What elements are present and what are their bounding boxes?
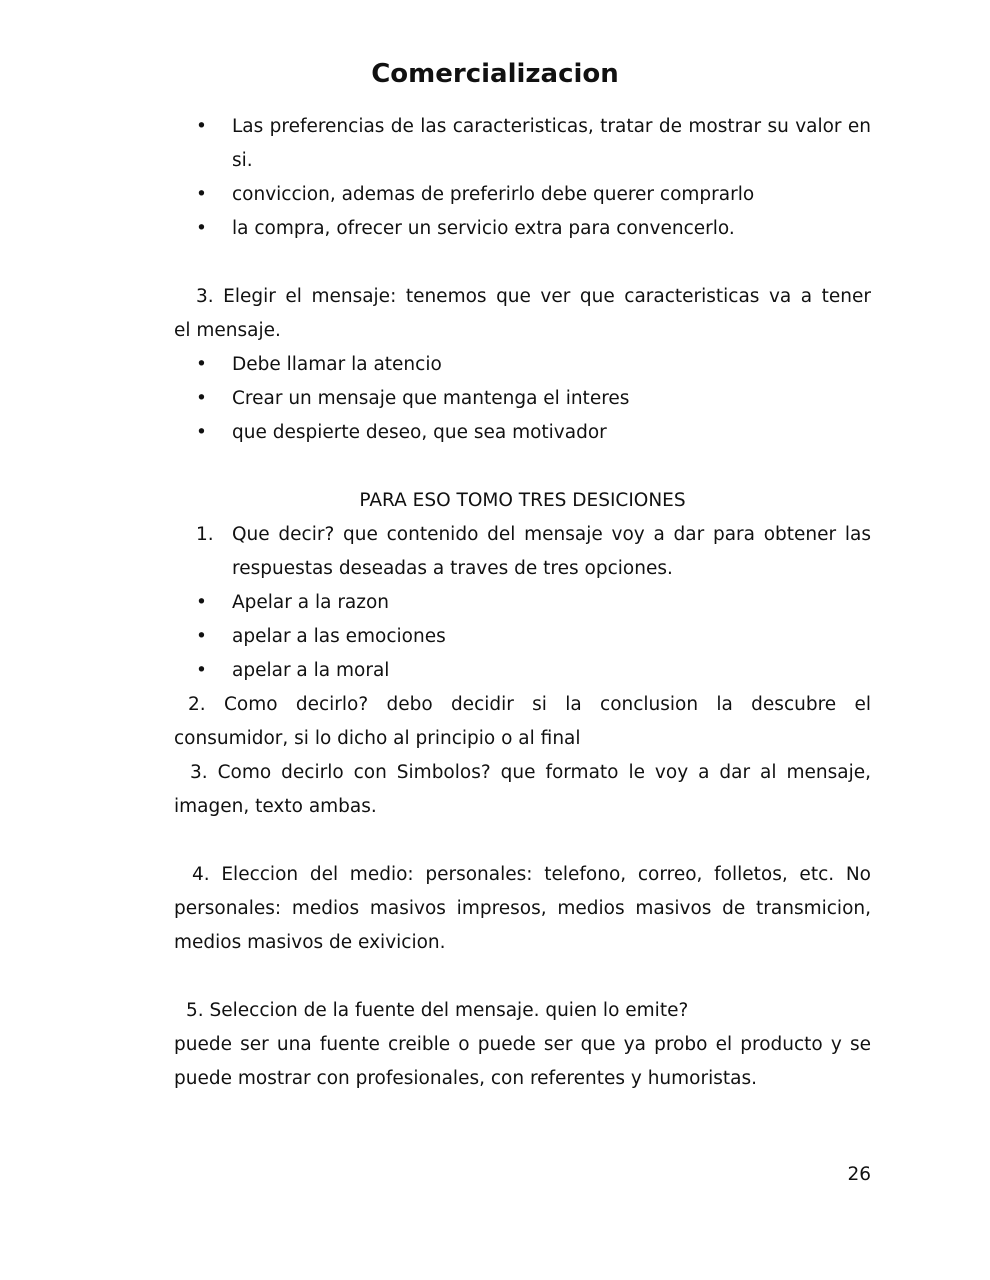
spacer [174, 450, 871, 484]
list-item [174, 110, 871, 178]
numbered-item-text: Que decir? que contenido del mensaje voy a dar para obtener las respuestas deseadas a traves de tres opciones. [232, 524, 871, 579]
decision-2-line-2: consumidor, si lo dicho al principio o al final [174, 728, 581, 749]
list-item-text: apelar a las emociones [232, 626, 446, 647]
list-item [174, 586, 871, 620]
list-item [174, 654, 871, 688]
list-item [174, 178, 871, 212]
bullet-marker: • [196, 626, 207, 647]
page-number: 26 [847, 1164, 871, 1185]
number-marker: 1. [196, 524, 214, 545]
list-item [174, 620, 871, 654]
bullet-marker: • [196, 184, 207, 205]
bullet-marker: • [196, 422, 207, 443]
list-item-text: apelar a la moral [232, 660, 390, 681]
decision-3-line-2: imagen, texto ambas. [174, 796, 377, 817]
section-4-line-2: personales: medios masivos impresos, medios masivos de transmicion, [174, 898, 871, 919]
list-item-text: Crear un mensaje que mantenga el interes [232, 388, 630, 409]
list-item-text: Las preferencias de las caracteristicas, tratar de mostrar su valor en si. [232, 116, 871, 171]
section-4-line-3: medios masivos de exivicion. [174, 932, 446, 953]
decision-3-line-1: 3. Como decirlo con Simbolos? que formato le voy a dar al mensaje, [190, 762, 871, 783]
list-item-text: Debe llamar la atencio [232, 354, 442, 375]
list-item [174, 416, 871, 450]
list-item-text: que despierte deseo, que sea motivador [232, 422, 607, 443]
list-item-text: Apelar a la razon [232, 592, 390, 613]
bullet-marker: • [196, 218, 207, 239]
bullet-marker: • [196, 660, 207, 681]
page-title: Comercializacion [371, 59, 619, 89]
section-3-line-1: 3. Elegir el mensaje: tenemos que ver que caracteristicas va a tener [196, 286, 871, 307]
list-item [174, 212, 871, 246]
bullet-marker: • [196, 354, 207, 375]
list-item-text: la compra, ofrecer un servicio extra para convencerlo. [232, 218, 735, 239]
section-3-line-2: el mensaje. [174, 320, 281, 341]
section-5-line-3: puede mostrar con profesionales, con referentes y humoristas. [174, 1068, 757, 1089]
document-body [174, 110, 871, 1096]
spacer [174, 960, 871, 994]
list-item [174, 348, 871, 382]
numbered-item [174, 518, 871, 586]
list-item [174, 382, 871, 416]
bullet-marker: • [196, 116, 207, 137]
section-heading: PARA ESO TOMO TRES DESICIONES [359, 490, 686, 511]
list-item-text: conviccion, ademas de preferirlo debe querer comprarlo [232, 184, 755, 205]
section-4-line-1: 4. Eleccion del medio: personales: telefono, correo, folletos, etc. No [192, 864, 871, 885]
spacer [174, 824, 871, 858]
section-5-line-1: 5. Seleccion de la fuente del mensaje. quien lo emite? [186, 1000, 689, 1021]
bullet-marker: • [196, 388, 207, 409]
bullet-marker: • [196, 592, 207, 613]
decision-2-line-1: 2. Como decirlo? debo decidir si la conclusion la descubre el [188, 694, 871, 715]
spacer [174, 246, 871, 280]
section-5-line-2: puede ser una fuente creible o puede ser que ya probo el producto y se [174, 1034, 871, 1055]
